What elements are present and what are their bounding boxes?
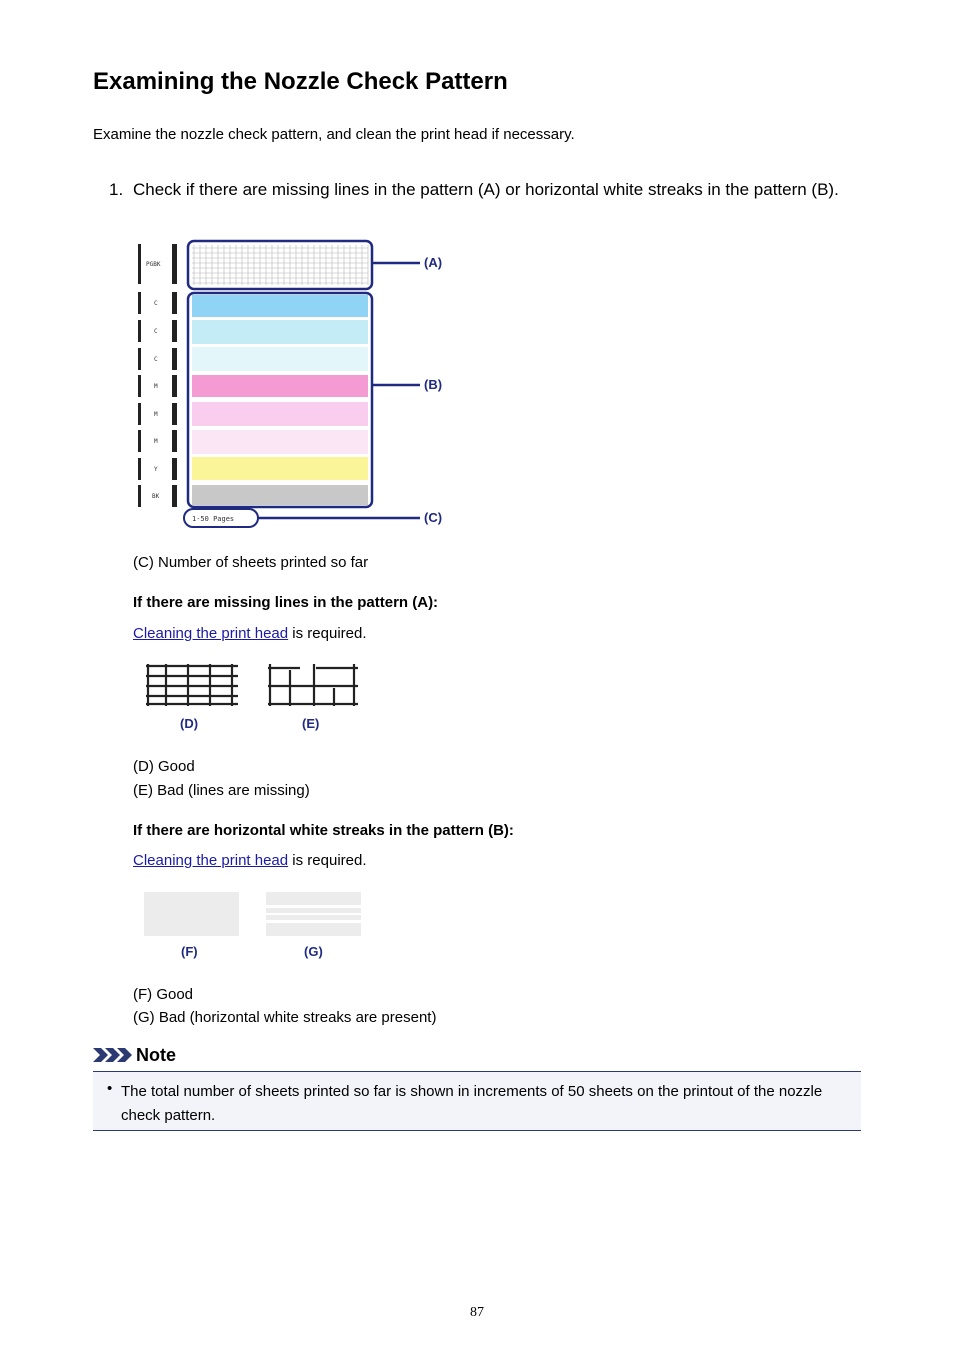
cleaning-print-head-link-2[interactable]: Cleaning the print head: [133, 852, 289, 869]
row-label: M: [154, 411, 158, 418]
line-pattern-figure: [140, 660, 370, 736]
label-d: (D): [180, 716, 199, 731]
row-label: C: [154, 356, 158, 363]
section-a-rest: is required.: [288, 625, 367, 642]
cleaning-print-head-link[interactable]: Cleaning the print head: [133, 625, 289, 642]
section-b-heading: If there are horizontal white streaks in the pattern (B):: [133, 822, 514, 839]
pattern-b-bands: [188, 293, 372, 507]
page-title: Examining the Nozzle Check Pattern: [93, 68, 508, 95]
color-band: [192, 430, 368, 454]
caption-d: (D) Good: [133, 758, 195, 775]
note-bullet: •: [107, 1080, 113, 1097]
section-a-heading: If there are missing lines in the pattern (A):: [133, 594, 439, 611]
pattern-a-grid: [188, 241, 372, 289]
note-box: [93, 1071, 861, 1131]
streak-pattern-figure: [140, 888, 370, 964]
caption-e: (E) Bad (lines are missing): [133, 782, 310, 799]
label-c: (C): [424, 510, 443, 525]
color-band: [192, 295, 368, 317]
label-g: (G): [304, 944, 323, 959]
color-band: [192, 347, 368, 371]
pattern-e-bad: [268, 664, 358, 706]
label-f: (F): [181, 944, 198, 959]
section-b-rest: is required.: [288, 852, 367, 869]
color-band: [192, 320, 368, 344]
row-label: M: [154, 438, 158, 445]
pages-counter-text: 1-50 Pages: [192, 515, 235, 523]
caption-g: (G) Bad (horizontal white streaks are present): [133, 1009, 437, 1026]
note-arrows-icon: [93, 1047, 133, 1063]
label-a: (A): [424, 255, 443, 270]
section-b-instruction: [133, 852, 367, 869]
pattern-f-good: [144, 892, 239, 936]
pattern-g-bad: [266, 892, 361, 936]
row-label: M: [154, 383, 158, 390]
row-label: PGBK: [146, 261, 161, 268]
step-text: Check if there are missing lines in the pattern (A) or horizontal white streaks in the pattern (B).: [133, 180, 839, 199]
color-band: [192, 375, 368, 397]
step-number: 1.: [109, 180, 124, 199]
nozzle-check-pattern-figure: [130, 236, 460, 534]
row-label: C: [154, 300, 158, 307]
page-number: 87: [470, 1305, 484, 1320]
color-band: [192, 485, 368, 505]
caption-c: (C) Number of sheets printed so far: [133, 554, 369, 571]
color-band: [192, 457, 368, 480]
color-band: [192, 402, 368, 426]
pattern-d-good: [146, 664, 238, 706]
note-text: The total number of sheets printed so far is shown in increments of 50 sheets on the printout of the nozzle check pattern.: [121, 1083, 823, 1124]
note-title: Note: [136, 1045, 176, 1065]
intro-text: Examine the nozzle check pattern, and clean the print head if necessary.: [93, 126, 575, 143]
row-labels: [146, 261, 161, 500]
row-label: BK: [152, 493, 160, 500]
label-b: (B): [424, 377, 443, 392]
row-label: Y: [154, 466, 158, 473]
caption-f: (F) Good: [133, 986, 194, 1003]
section-a-instruction: [133, 625, 367, 642]
label-e: (E): [302, 716, 320, 731]
row-label: C: [154, 328, 158, 335]
